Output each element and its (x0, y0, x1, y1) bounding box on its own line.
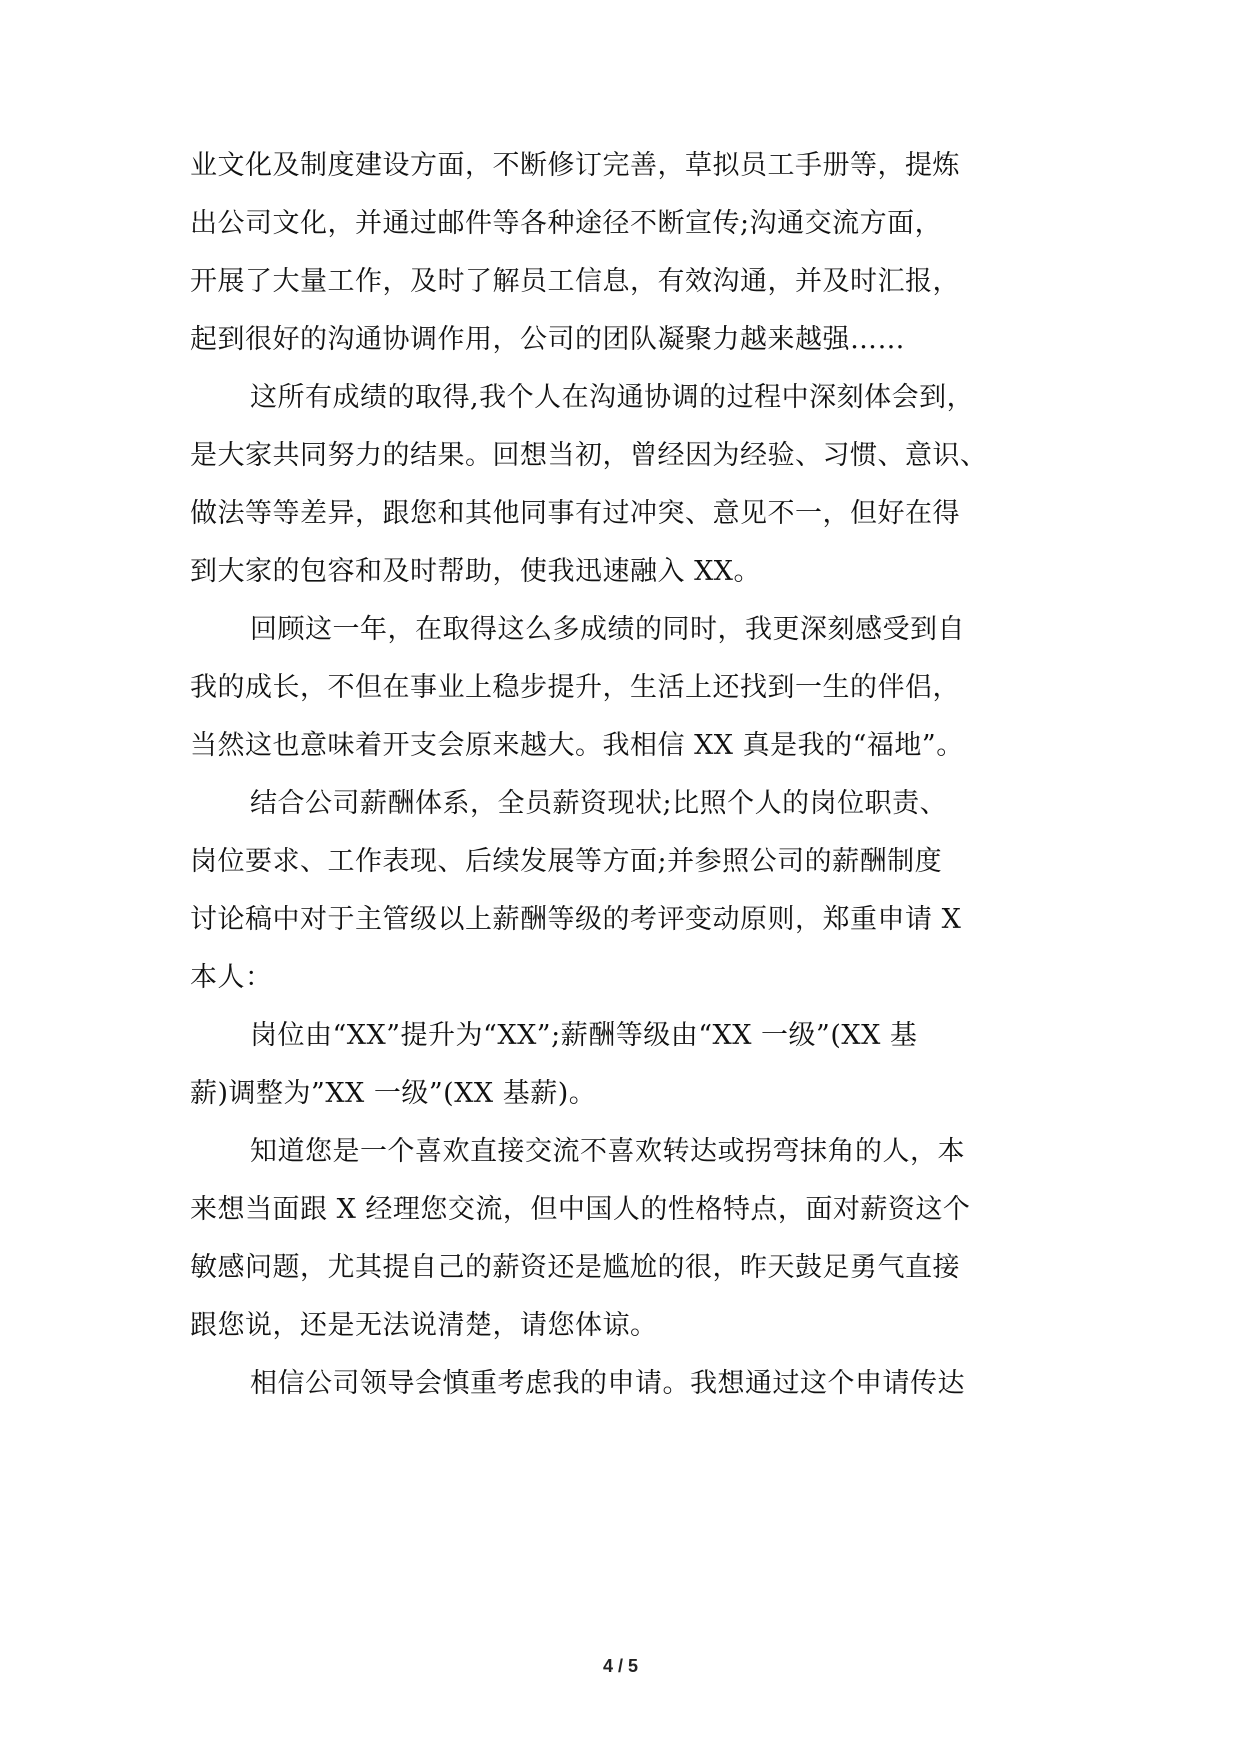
paragraph-4-line-3: 讨论稿中对于主管级以上薪酬等级的考评变动原则，郑重申请 X (190, 904, 962, 935)
paragraph-5-line-2: 薪)调整为”XX 一级”(XX 基薪)。 (190, 1078, 597, 1109)
paragraph-1-line-2: 出公司文化，并通过邮件等各种途径不断宣传;沟通交流方面， (190, 208, 943, 239)
page-number: 4 / 5 (602, 1656, 639, 1676)
paragraph-6-line-3: 敏感问题，尤其提自己的薪资还是尴尬的很，昨天鼓足勇气直接 (190, 1252, 960, 1283)
paragraph-1-line-4: 起到很好的沟通协调作用，公司的团队凝聚力越来越强…… (190, 324, 905, 355)
paragraph-1-line-1: 业文化及制度建设方面，不断修订完善，草拟员工手册等，提炼 (190, 150, 960, 181)
paragraph-2-line-3: 做法等等差异，跟您和其他同事有过冲突、意见不一，但好在得 (190, 498, 960, 529)
paragraph-5-line-1: 岗位由“XX”提升为“XX”;薪酬等级由“XX 一级”(XX 基 (250, 1020, 918, 1051)
paragraph-3-line-1: 回顾这一年，在取得这么多成绩的同时，我更深刻感受到自 (250, 614, 965, 645)
paragraph-4-line-4: 本人： (190, 962, 273, 993)
paragraph-1-line-3: 开展了大量工作，及时了解员工信息，有效沟通，并及时汇报， (190, 266, 960, 297)
paragraph-2-line-1: 这所有成绩的取得,我个人在沟通协调的过程中深刻体会到， (250, 382, 975, 413)
paragraph-4-line-1: 结合公司薪酬体系，全员薪资现状;比照个人的岗位职责、 (250, 788, 948, 819)
paragraph-3-line-3: 当然这也意味着开支会原来越大。我相信 XX 真是我的“福地”。 (190, 730, 964, 761)
paragraph-6-line-4: 跟您说，还是无法说清楚，请您体谅。 (190, 1310, 658, 1341)
paragraph-6-line-1: 知道您是一个喜欢直接交流不喜欢转达或拐弯抹角的人，本 (250, 1136, 965, 1167)
paragraph-2-line-2: 是大家共同努力的结果。回想当初，曾经因为经验、习惯、意识、 (190, 440, 988, 471)
paragraph-7-line-1: 相信公司领导会慎重考虑我的申请。我想通过这个申请传达 (250, 1368, 965, 1399)
paragraph-4-line-2: 岗位要求、工作表现、后续发展等方面;并参照公司的薪酬制度 (190, 846, 943, 877)
paragraph-2-line-4: 到大家的包容和及时帮助，使我迅速融入 XX。 (190, 556, 762, 587)
paragraph-6-line-2: 来想当面跟 X 经理您交流，但中国人的性格特点，面对薪资这个 (190, 1194, 971, 1225)
paragraph-3-line-2: 我的成长，不但在事业上稳步提升，生活上还找到一生的伴侣， (190, 672, 960, 703)
